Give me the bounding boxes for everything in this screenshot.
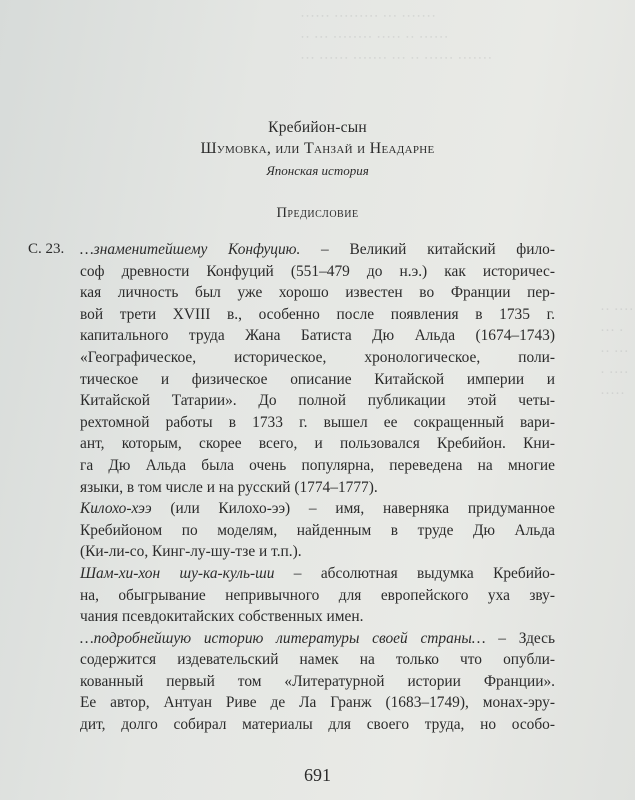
work-title <box>0 140 635 158</box>
lemma-italic: …подробнейшую историю литературы своей страны… <box>80 629 486 647</box>
text-line <box>80 628 555 650</box>
line-text: – Великий китайский фило- <box>300 241 555 258</box>
text-line <box>80 433 555 455</box>
text-line <box>80 649 555 671</box>
lemma-italic: Килохо-хээ <box>80 500 152 518</box>
text-line <box>80 520 555 542</box>
text-line <box>80 671 555 693</box>
show-through-text-right: ·· ···· ··· · ·· ··· · ···· ····· <box>600 302 634 402</box>
line-text: чания псевдокитайских собственных имен. <box>80 608 364 626</box>
work-genre: Японская история <box>266 163 369 178</box>
line-text: тическое и физическое описание Китайской империи и <box>80 370 555 388</box>
text-line <box>80 498 555 520</box>
line-text: языки, в том числе и на русский (1774–1777). <box>80 478 378 496</box>
text-line <box>80 282 555 304</box>
commentary-body <box>80 239 555 736</box>
line-text: «Географическое, историческое, хронологическое, поли- <box>80 348 555 366</box>
line-text: ант, которым, скорее всего, и пользовался Кребийон. Кни- <box>80 435 555 453</box>
line-text: Китайской Татарии». До полной публикации этой четы- <box>80 392 555 410</box>
text-line <box>80 347 555 369</box>
text-line <box>80 369 555 391</box>
line-text: – абсолютная выдумка Кребийо- <box>274 564 555 582</box>
line-text: Кребийоном по моделям, найденным в труде Дю Альда <box>80 521 555 539</box>
line-text: кованный первый том «Литературной истории Франции». <box>80 672 555 690</box>
line-text: (Ки-ли-со, Кинг-лу-шу-тзе и т.п.). <box>80 543 302 561</box>
page-number: 691 <box>304 765 331 785</box>
note-page-reference: С. 23. <box>28 241 65 257</box>
lemma-italic: Шам-хи-хон шу-ка-куль-ши <box>80 564 275 582</box>
line-text: кая личность был уже хорошо известен во Франции пер- <box>80 284 555 302</box>
line-text: Ее автор, Антуан Риве де Ла Гранж (1683–1749), монах-эру- <box>80 694 555 712</box>
text-line <box>80 304 555 326</box>
line-text: капитального труда Жана Батиста Дю Альда (1674–1743) <box>80 327 555 345</box>
text-line <box>80 714 555 736</box>
text-line <box>80 692 555 714</box>
line-text: га Дю Альда была очень популярна, переведена на многие <box>80 456 555 474</box>
lemma-italic: …знаменитейшему Конфуцию. <box>80 241 301 258</box>
section-heading: Предисловие <box>276 205 359 221</box>
author-heading: Кребийон-сын <box>268 119 367 136</box>
text-line <box>80 606 555 628</box>
line-text: (или Килохо-ээ) – имя, наверняка придуманное <box>151 500 555 518</box>
line-text: вой трети XVIII в., особенно после появления в 1735 г. <box>80 305 555 323</box>
text-line <box>80 412 555 434</box>
line-text: содержится издевательский намек на только что опубли- <box>80 651 555 669</box>
text-line <box>80 390 555 412</box>
text-line <box>80 477 555 499</box>
line-text: дит, долго собирал материалы для своего труда, но особо- <box>80 716 555 734</box>
line-text: на, обыгрывание непривычного для европейского уха зву- <box>80 586 555 604</box>
text-line <box>80 455 555 477</box>
line-text: соф древности Конфуций (551–479 до н.э.) как историчес- <box>80 262 555 280</box>
text-line <box>80 325 555 347</box>
line-text: – Здесь <box>485 629 555 647</box>
text-line <box>80 261 555 283</box>
text-line <box>80 563 555 585</box>
show-through-text-top: ··· ······ ······· ··· ·· ······ ······· ·· ··· ········ ····· ·· ······ ······ ········· ··· ······· <box>300 7 493 65</box>
text-line <box>80 541 555 563</box>
text-line <box>80 585 555 607</box>
text-line <box>80 239 555 261</box>
work-title-text: Шумовка, или Танзай и Неадарне <box>200 140 435 157</box>
line-text: рехтомной работы в 1733 г. вышел ее сокращенный вари- <box>80 413 555 431</box>
